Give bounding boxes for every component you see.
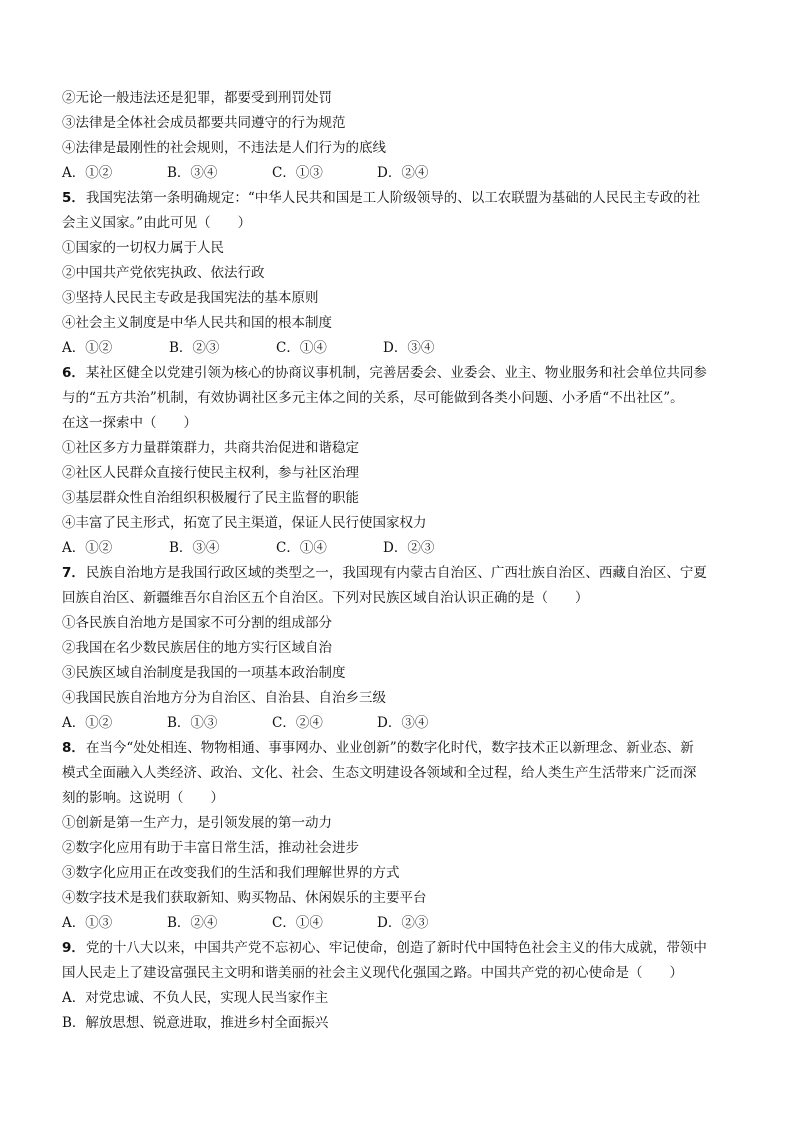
question-number: 5． (62, 190, 85, 206)
option-a[interactable]: A．①② (62, 165, 113, 181)
statement-item: ①国家的一切权力属于人民 (62, 240, 224, 256)
option-a[interactable]: A．①③ (62, 915, 113, 931)
option-c[interactable]: C．①④ (272, 915, 323, 931)
question-stem (62, 361, 742, 386)
option-a[interactable]: A．①② (62, 540, 113, 556)
option-a[interactable]: A．对党忠诚、不负人民，实现人民当家作主 (62, 990, 329, 1006)
option-c[interactable]: C．②④ (272, 715, 323, 731)
option-b[interactable]: B．①③ (167, 715, 218, 731)
question-number: 8． (62, 740, 85, 756)
question-stem (62, 561, 742, 586)
option-a[interactable]: A．①② (62, 340, 113, 356)
stem-text: 民族自治地方是我国行政区域的类型之一，我国现有内蒙古自治区、广西壮族自治区、西藏自治区、宁夏 (85, 565, 707, 581)
question-7 (62, 561, 742, 736)
stem-text: 在这一探索中（ ） (62, 415, 197, 431)
option-c[interactable]: C．①④ (276, 340, 327, 356)
stem-text: 与的“五方共治”机制，有效协调社区多元主体之间的关系，尽可能做到各类小问题、小矛盾“不出社区”。 (62, 390, 684, 406)
statement-item: ①社区多方力量群策群力，共商共治促进和谐稳定 (62, 440, 359, 456)
statement-item: ③基层群众性自治组织积极履行了民主监督的职能 (62, 490, 359, 506)
question-number: 7． (62, 565, 85, 581)
answer-options (62, 336, 742, 361)
option-c[interactable]: C．①③ (272, 165, 323, 181)
question-9 (62, 936, 742, 1036)
statement-item: ③坚持人民民主专政是我国宪法的基本原则 (62, 290, 319, 306)
statement-item: ②中国共产党依宪执政、依法行政 (62, 265, 265, 281)
option-a[interactable]: A．①② (62, 715, 113, 731)
statement-item: ④丰富了民主形式，拓宽了民主渠道，保证人民行使国家权力 (62, 515, 427, 531)
answer-options (62, 711, 742, 736)
question-stem (62, 186, 742, 211)
question-number: 9． (62, 940, 85, 956)
stem-text: 会主义国家。”由此可见（ ） (62, 215, 252, 231)
option-b[interactable]: B．解放思想、锐意进取，推进乡村全面振兴 (62, 1015, 329, 1031)
question-number: 6． (62, 365, 85, 381)
statement-item: ④社会主义制度是中华人民共和国的根本制度 (62, 315, 332, 331)
question-5 (62, 186, 742, 361)
stem-text: 模式全面融入人类经济、政治、文化、社会、生态文明建设各领域和全过程，给人类生产生活带来广泛而深 (62, 765, 697, 781)
statement-item: ①各民族自治地方是国家不可分割的组成部分 (62, 615, 332, 631)
option-d[interactable]: D．③④ (377, 715, 429, 731)
answer-options (62, 161, 742, 186)
option-d[interactable]: D．②③ (383, 540, 435, 556)
option-b[interactable]: B．②③ (169, 340, 220, 356)
exam-page (62, 86, 742, 1036)
statement-item: ④法律是最刚性的社会规则，不违法是人们行为的底线 (62, 140, 386, 156)
statement-item: ②社区人民群众直接行使民主权利，参与社区治理 (62, 465, 359, 481)
option-b[interactable]: B．②④ (167, 915, 218, 931)
statement-item: ③法律是全体社会成员都要共同遵守的行为规范 (62, 115, 346, 131)
option-b[interactable]: B．③④ (169, 540, 220, 556)
question-8 (62, 736, 742, 936)
option-d[interactable]: D．②③ (377, 915, 429, 931)
statement-item: ②我国在名少数民族居住的地方实行区域自治 (62, 640, 332, 656)
statement-item: ④我国民族自治地方分为自治区、自治县、自治乡三级 (62, 690, 386, 706)
statement-item: ②无论一般违法还是犯罪，都要受到刑罚处罚 (62, 90, 332, 106)
option-d[interactable]: D．②④ (377, 165, 429, 181)
stem-text: 在当今“处处相连、物物相通、事事网办、业业创新”的数字化时代，数字技术正以新理念、新业态、新 (85, 740, 694, 756)
stem-text: 刻的影响。这说明（ ） (62, 790, 224, 806)
answer-options (62, 911, 742, 936)
statement-item: ①创新是第一生产力，是引领发展的第一动力 (62, 815, 332, 831)
question-6 (62, 361, 742, 561)
answer-options (62, 536, 742, 561)
stem-text: 党的十八大以来，中国共产党不忘初心、牢记使命，创造了新时代中国特色社会主义的伟大成就，带领中 (85, 940, 707, 956)
option-b[interactable]: B．③④ (167, 165, 218, 181)
statement-item: ②数字化应用有助于丰富日常生活，推动社会进步 (62, 840, 359, 856)
stem-text: 我国宪法第一条明确规定：“中华人民共和国是工人阶级领导的、以工农联盟为基础的人民民主专政的社 (85, 190, 701, 206)
stem-text: 回族自治区、新疆维吾尔自治区五个自治区。下列对民族区域自治认识正确的是（ ） (62, 590, 589, 606)
stem-text: 国人民走上了建设富强民主文明和谐美丽的社会主义现代化强国之路。中国共产党的初心使命是（ ） (62, 965, 683, 981)
option-d[interactable]: D．③④ (383, 340, 435, 356)
statement-item: ③民族区域自治制度是我国的一项基本政治制度 (62, 665, 346, 681)
question-stem (62, 736, 742, 761)
statement-item: ④数字技术是我们获取新知、购买物品、休闲娱乐的主要平台 (62, 890, 427, 906)
question-4-tail (62, 86, 742, 186)
statement-item: ③数字化应用正在改变我们的生活和我们理解世界的方式 (62, 865, 400, 881)
option-c[interactable]: C．①④ (276, 540, 327, 556)
question-stem (62, 936, 742, 961)
stem-text: 某社区健全以党建引领为核心的协商议事机制，完善居委会、业委会、业主、物业服务和社会单位共同参 (85, 365, 707, 381)
